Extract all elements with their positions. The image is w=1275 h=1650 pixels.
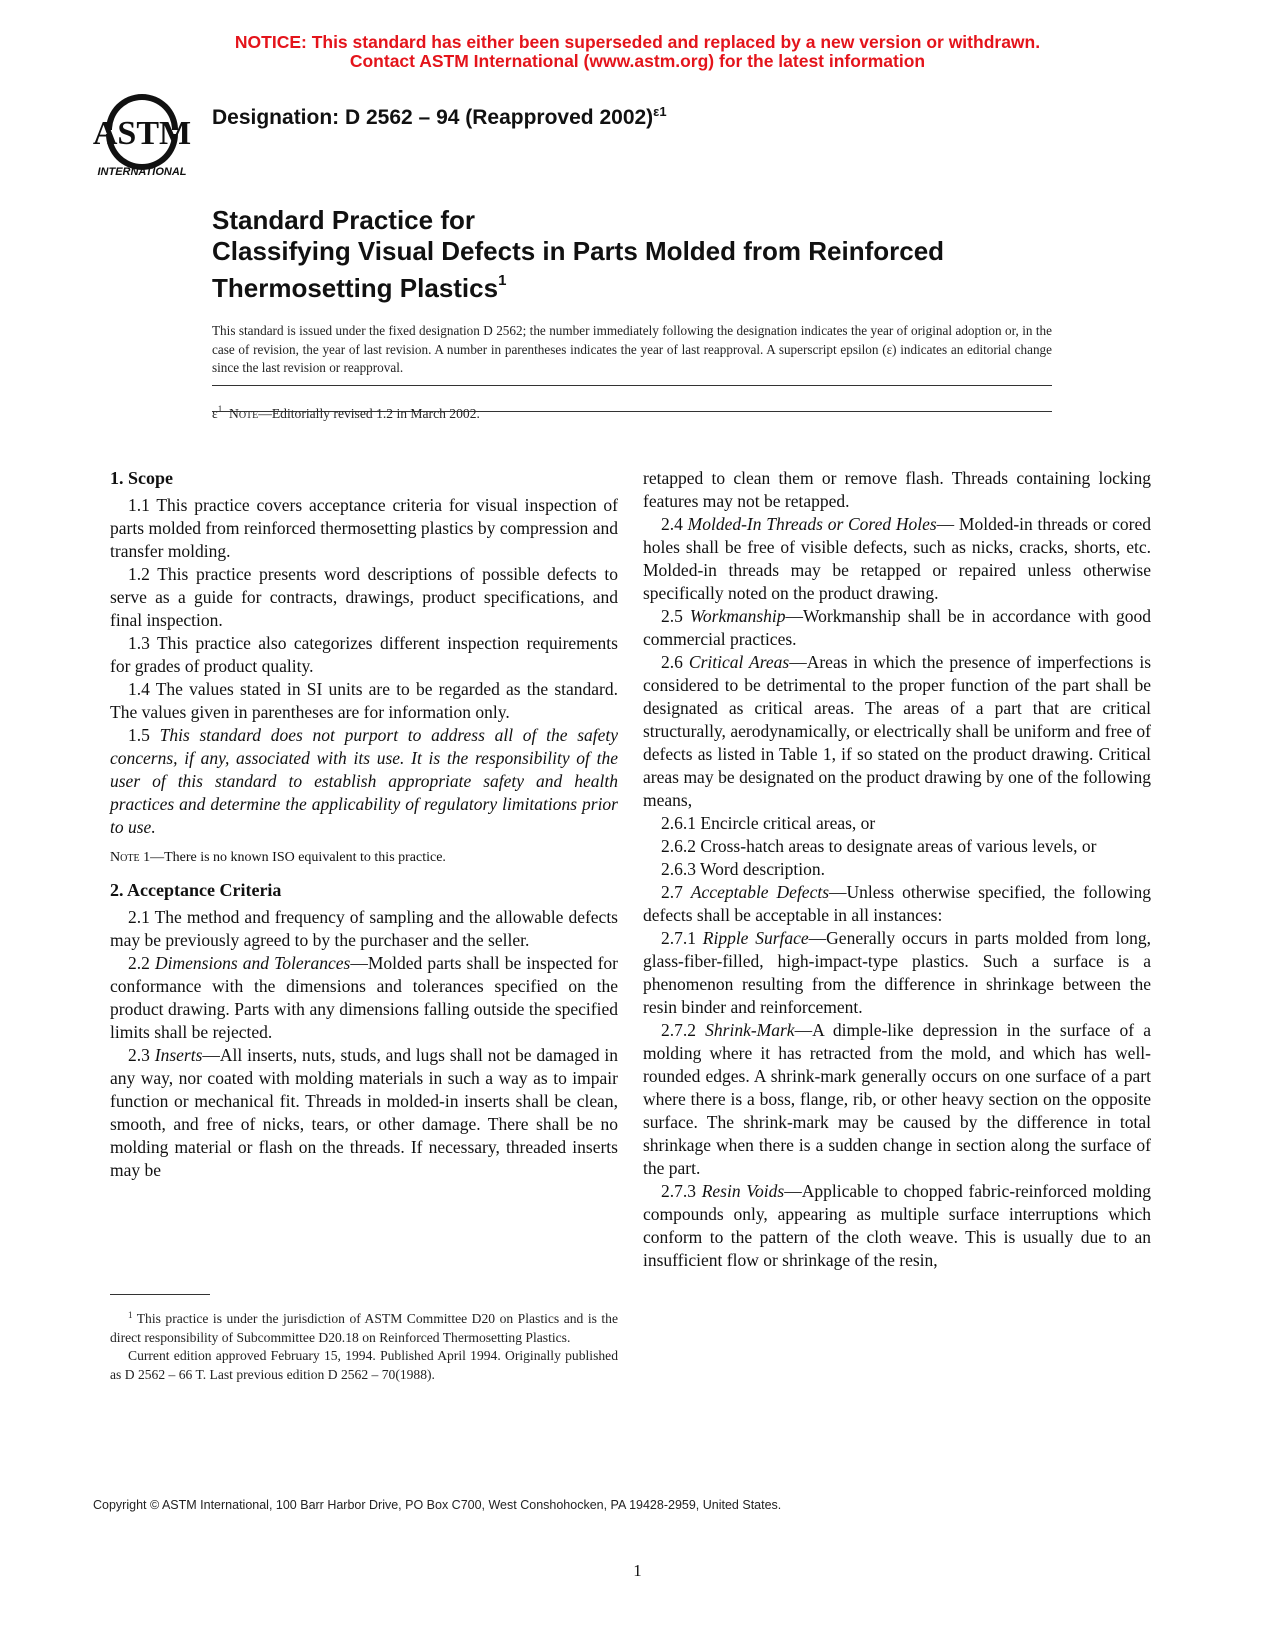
paragraph-2-7: 2.7 Acceptable Defects—Unless otherwise specified, the following defects shall be acceptable in all instances: bbox=[643, 882, 1151, 925]
footnotes bbox=[110, 1306, 618, 1384]
paragraph-1-1: 1.1 This practice covers acceptance criteria for visual inspection of parts molded from reinforced thermosetting plastics by compression and transfer molding. bbox=[110, 495, 618, 561]
section-heading-scope: 1. Scope bbox=[110, 468, 173, 488]
paragraph-2-6-3: 2.6.3 Word description. bbox=[661, 859, 826, 879]
designation-text: Designation: D 2562 – 94 (Reapproved 2002) bbox=[212, 106, 654, 129]
title-line-1: Standard Practice for bbox=[212, 205, 475, 235]
editorial-note-text: —Editorially revised 1.2 in March 2002. bbox=[258, 406, 480, 421]
paragraph-1-4: 1.4 The values stated in SI units are to be regarded as the standard. The values given in parentheses are for information only. bbox=[110, 679, 618, 722]
paragraph-2-7-3: 2.7.3 Resin Voids—Applicable to chopped fabric-reinforced molding compounds only, appearing as multiple surface interruptions which conform to the pattern of the cloth weave. This is usually due to an insufficient flow or shrinkage of the resin, bbox=[643, 1181, 1151, 1270]
paragraph-2-2: 2.2 Dimensions and Tolerances—Molded parts shall be inspected for conformance with the dimensions and tolerances specified on the product drawing. Parts with any dimensions falling outside the specified limits shall be rejected. bbox=[110, 953, 618, 1042]
title-footnote-mark: 1 bbox=[498, 272, 507, 289]
paragraph-2-7-1: 2.7.1 Ripple Surface—Generally occurs in parts molded from long, glass-fiber-filled, high-impact-type plastics. Such a surface is a phenomenon resulting from the difference in shrinkage between the resin binder and reinforcement. bbox=[643, 928, 1152, 1017]
footnote-1-continued: Current edition approved February 15, 1994. Published April 1994. Originally published as D 2562 – 66 T. Last previous edition D 2562 – 70(1988). bbox=[110, 1348, 618, 1382]
editorial-note-mark-sup: 1 bbox=[217, 404, 223, 414]
page-number: 1 bbox=[633, 1561, 642, 1580]
paragraph-1-3: 1.3 This practice also categorizes different inspection requirements for grades of product quality. bbox=[110, 633, 618, 676]
astm-international-logo-icon bbox=[92, 86, 192, 178]
note-1: Note 1—There is no known ISO equivalent to this practice. bbox=[110, 850, 446, 865]
left-column bbox=[110, 467, 618, 1182]
logo-letters: ASTM bbox=[92, 115, 192, 152]
paragraph-2-1: 2.1 The method and frequency of sampling and the allowable defects may be previously agreed to by the purchaser and the seller. bbox=[110, 907, 618, 950]
footnote-1: $^1$ This practice is under the jurisdiction of ASTM Committee D20 on Plastics and is the direct responsibility of Subcommittee D20.18 on Reinforced Thermosetting Plastics. bbox=[110, 1310, 618, 1345]
document-title bbox=[212, 205, 1032, 304]
copyright-line: Copyright © ASTM International, 100 Barr Harbor Drive, PO Box C700, West Conshohocken, PA 19428-2959, United States. bbox=[93, 1498, 782, 1512]
right-column bbox=[643, 467, 1151, 1272]
issued-under-note: This standard is issued under the fixed designation D 2562; the number immediately following the designation indicates the year of original adoption or, in the case of revision, the year of last revision. A number in parentheses indicates the year of last reapproval. A superscript epsilon (ε) indicates an editorial change since the last revision or reapproval. bbox=[212, 323, 1052, 375]
paragraph-1-5: 1.5 This standard does not purport to address all of the safety concerns, if any, associated with its use. It is the responsibility of the user of this standard to establish appropriate safety and health practices and determine the applicability of regulatory limitations prior to use. bbox=[110, 725, 619, 837]
section-heading-acceptance-criteria: 2. Acceptance Criteria bbox=[110, 880, 282, 900]
paragraph-2-6-2: 2.6.2 Cross-hatch areas to designate areas of various levels, or bbox=[661, 836, 1097, 856]
paragraph-1-2: 1.2 This practice presents word descriptions of possible defects to serve as a guide for contracts, drawings, product specifications, and final inspection. bbox=[110, 564, 618, 630]
paragraph-2-6: 2.6 Critical Areas—Areas in which the presence of imperfections is considered to be detrimental to the proper function of the part shall be designated as critical areas. The areas of a part that are critical structurally, aerodynamically, or electrically shall be uniform and free of defects as listed in Table 1, if so stated on the product drawing. Critical areas may be designated on the product drawing by one of the following means, bbox=[643, 652, 1152, 810]
paragraph-2-3-continued: retapped to clean them or remove flash. Threads containing locking features may not be retapped. bbox=[643, 468, 1151, 511]
editorial-note bbox=[212, 404, 480, 422]
paragraph-2-6-1: 2.6.1 Encircle critical areas, or bbox=[661, 813, 876, 833]
header-rule bbox=[212, 385, 1052, 386]
paragraph-2-4: 2.4 Molded-In Threads or Cored Holes— Molded-in threads or cored holes shall be free of visible defects, such as nicks, cracks, shorts, etc. Molded-in threads may be retapped or repaired unless otherwise specifically noted on the product drawing. bbox=[643, 514, 1151, 603]
paragraph-2-7-2: 2.7.2 Shrink-Mark—A dimple-like depression in the surface of a molding where it has retracted from the mold, and which has well-rounded edges. A shrink-mark generally occurs on one surface of a part where there is a boss, flange, rib, or other heavy section on the opposite surface. The shrink-mark may be caused by the difference in total shrinkage when there is a sudden change in section along the surface of the part. bbox=[643, 1020, 1152, 1178]
footnote-rule bbox=[110, 1294, 210, 1295]
paragraph-2-3: 2.3 Inserts—All inserts, nuts, studs, and lugs shall not be damaged in any way, nor coated with molding materials in such a way as to impair function or mechanical fit. Threads in molded-in inserts shall be clean, smooth, and free of nicks, tears, or other damage. There shall be no molding material or flash on the threads. If necessary, threaded inserts may be bbox=[110, 1045, 619, 1180]
designation bbox=[212, 104, 667, 130]
notice-line-2: Contact ASTM International (www.astm.org) for the latest information bbox=[349, 51, 926, 71]
logo-caption: INTERNATIONAL bbox=[97, 166, 187, 178]
editorial-note-label: Note bbox=[229, 406, 259, 421]
withdrawal-notice bbox=[0, 33, 1275, 71]
designation-epsilon: ε1 bbox=[653, 104, 667, 119]
title-line-2: Classifying Visual Defects in Parts Molded from Reinforced bbox=[212, 235, 945, 266]
title-line-3: Thermosetting Plastics bbox=[212, 273, 499, 303]
paragraph-2-5: 2.5 Workmanship—Workmanship shall be in accordance with good commercial practices. bbox=[643, 606, 1151, 649]
header-rule-bottom bbox=[212, 411, 1052, 412]
notice-line-1: NOTICE: This standard has either been superseded and replaced by a new version or withdrawn. bbox=[234, 32, 1041, 52]
editorial-note-mark: ε bbox=[212, 406, 218, 421]
